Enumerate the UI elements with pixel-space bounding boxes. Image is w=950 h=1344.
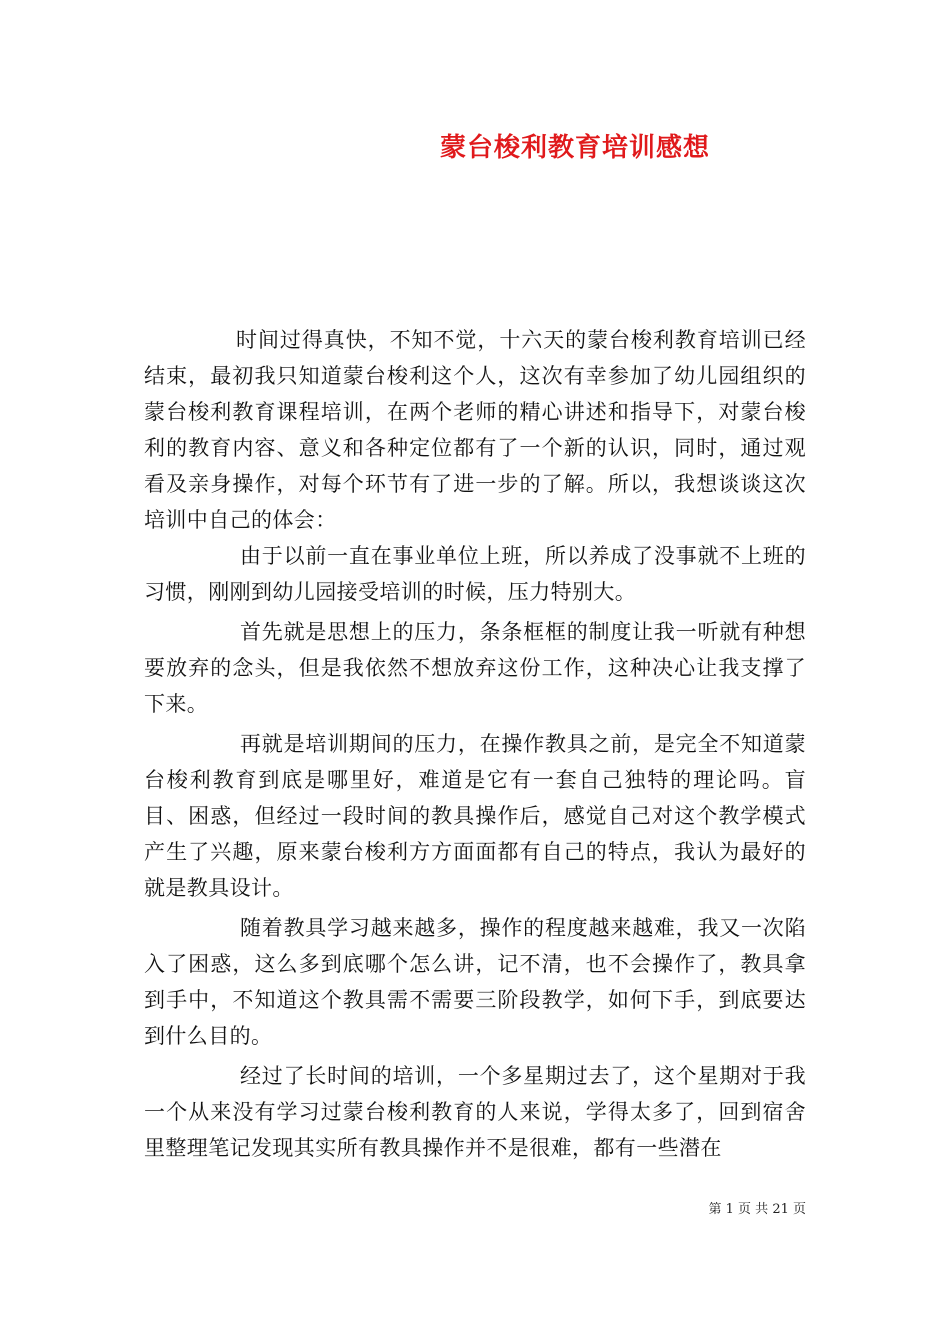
paragraph: 再就是培训期间的压力，在操作教具之前，是完全不知道蒙台梭利教育到底是哪里好，难道是它有一套自己独特的理论吗。盲目、困惑，但经过一段时间的教具操作后，感觉自己对这个教学模式产生了兴趣，原来蒙台梭利方方面面都有自己的特点，我认为最好的就是教具设计。 <box>144 732 806 900</box>
document-title: 蒙台梭利教育培训感想 <box>439 133 710 163</box>
paragraph: 经过了长时间的培训，一个多星期过去了，这个星期对于我一个从来没有学习过蒙台梭利教育的人来说，学得太多了，回到宿舍里整理笔记发现其实所有教具操作并不是很难，都有一些潜在 <box>144 1064 806 1160</box>
page-number: 第 1 页 共 21 页 <box>708 1202 806 1217</box>
paragraph: 随着教具学习越来越多，操作的程度越来越难，我又一次陷入了困惑，这么多到底哪个怎么讲，记不清，也不会操作了，教具拿到手中，不知道这个教具需不需要三阶段教学，如何下手，到底要达到什么目的。 <box>144 916 806 1048</box>
paragraph: 由于以前一直在事业单位上班，所以养成了没事就不上班的习惯，刚刚到幼儿园接受培训的时候，压力特别大。 <box>144 544 806 604</box>
paragraph: 首先就是思想上的压力，条条框框的制度让我一听就有种想要放弃的念头，但是我依然不想放弃这份工作，这种决心让我支撑了下来。 <box>144 620 806 716</box>
paragraph: 时间过得真快，不知不觉，十六天的蒙台梭利教育培训已经结束，最初我只知道蒙台梭利这个人，这次有幸参加了幼儿园组织的蒙台梭利教育课程培训，在两个老师的精心讲述和指导下，对蒙台梭利的教育内容、意义和各种定位都有了一个新的认识，同时，通过观看及亲身操作，对每个环节有了进一步的了解。所以，我想谈谈这次培训中自己的体会： <box>144 328 806 532</box>
document-body <box>144 322 806 1166</box>
